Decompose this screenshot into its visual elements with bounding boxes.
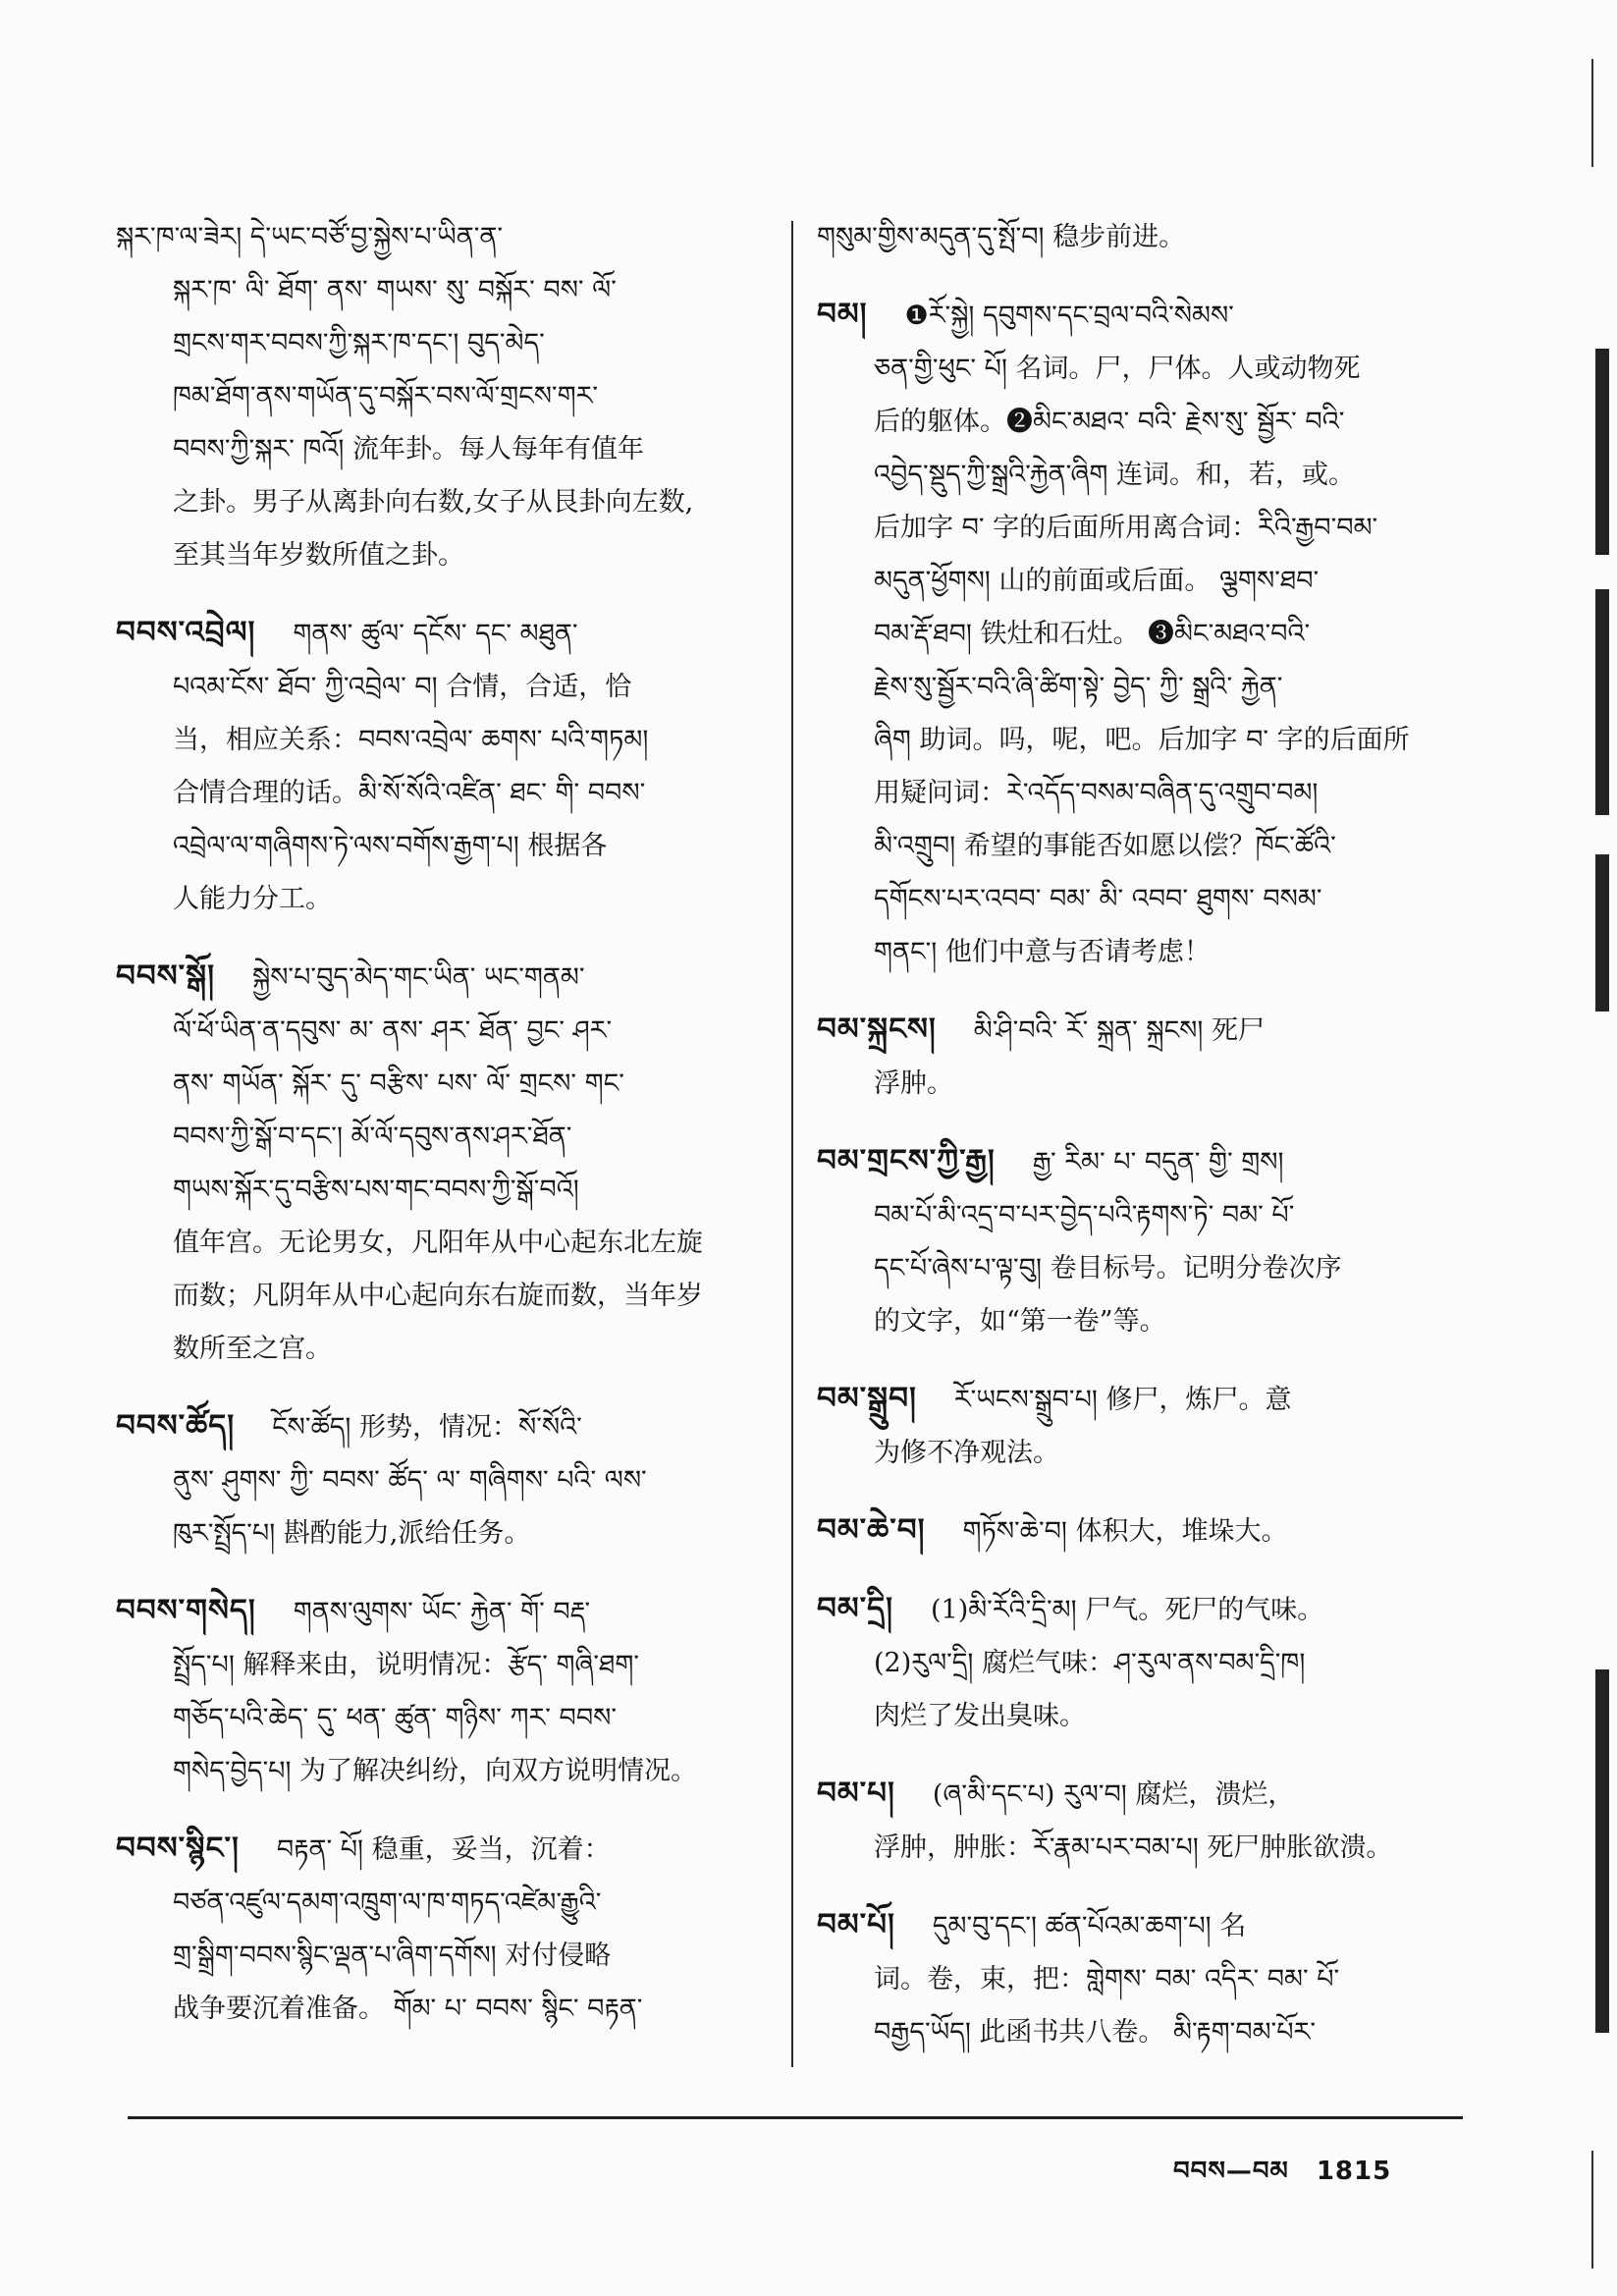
entry-line: 至其当年岁数所值之卦。 [173, 540, 464, 571]
entry-line: (1)མི་རོའི་དྲི་མ། 尸气。死尸的气味。 [930, 1595, 1324, 1625]
entry-line: སྐར་ཁ་ལ་ཟེར། དེ་ཡང་བཙོ་བྱ་སྐྱེས་པ་ཡིན་ན་ [116, 222, 504, 252]
dictionary-entry [817, 1582, 1470, 1743]
entry-line: ནས་ གཡོན་ སྐོར་ དུ་ བརྩིས་ པས་ ལོ་ གྲངས་ གང་ [173, 1068, 624, 1099]
dictionary-entry [817, 1767, 1470, 1875]
running-footer [1173, 2143, 1391, 2214]
dictionary-entry [116, 1584, 764, 1798]
entry-line: རྒྱ་ རིམ་ པ་ བདུན་ གྱི་ གྲས། [1032, 1147, 1284, 1177]
entry-headword: བམ་དྲི། [817, 1591, 893, 1626]
dictionary-entry [817, 288, 1470, 979]
entry-headword: བབས་ཚོད། [116, 1408, 236, 1444]
entry-line: བབས་ཀྱི་སྐར་ ཁའོ། 流年卦。每人每年有值年 [173, 434, 644, 465]
entry-line: གསུམ་གྱིས་མདུན་དུ་སྤོ་བ། 稳步前进。 [817, 222, 1186, 252]
entry-line: བབས་ཀྱི་སྒོ་བ་དང་། མོ་ལོ་དབུས་ནས་ཤར་ཐོན་ [173, 1121, 572, 1152]
dictionary-entry [817, 1503, 1470, 1558]
entry-line: འབྱེད་སྡུད་ཀྱི་སྒྲའི་རྐྱེན་ཞིག 连词。和，若，或。 [874, 460, 1355, 490]
entry-line: བམ་པོ་མི་འདྲ་བ་པར་བྱེད་པའི་རྟགས་ཏེ་ བམ་ པོ་ [874, 1200, 1295, 1230]
entry-line: 为修不净观法。 [874, 1438, 1059, 1468]
entry-line: བརྟན་ པོ། 稳重，妥当，沉着： [276, 1834, 611, 1865]
entry-line: ངོས་ཚོད། 形势，情况：སོ་སོའི་ [272, 1412, 582, 1443]
footer-rule [128, 2116, 1463, 2119]
entry-headword: བམ། [817, 297, 868, 332]
dictionary-entry [116, 211, 764, 582]
entry-line: གནང་། 他们中意与否请考虑！ [874, 937, 1211, 967]
entry-headword: བམ་སྐྲངས། [817, 1011, 937, 1047]
entry-line: 的文字，如“第一卷”等。 [874, 1306, 1166, 1337]
entry-line: གྲངས་གར་བབས་ཀྱི་སྐར་ཁ་དང་། བུད་མེད་ [173, 328, 545, 358]
entry-line: 浮肿。 [874, 1068, 953, 1099]
binding-edge-marks [1572, 0, 1617, 2296]
entry-line: དགོངས་པར་འབབ་ བམ་ མི་ འབབ་ ཐུགས་ བསམ་ [874, 884, 1322, 914]
entry-line: བམ་རྡོ་ཐབ། 铁灶和石灶。 ❸མིང་མཐའ་བའི་ [874, 619, 1311, 649]
entry-line: 而数；凡阴年从中心起向东右旋而数，当年岁 [173, 1281, 703, 1311]
entry-line: 战争要沉着准备。 གོམ་ པ་ བབས་ སྙིང་ བརྟན་ [173, 1994, 643, 2024]
left-column [116, 211, 764, 2059]
entry-line: སྐྱེས་པ་བུད་མེད་གང་ཡིན་ ཡང་གནམ་ [251, 962, 585, 993]
entry-line: (2)རུལ་དྲི། 腐烂气味：ཤ་རུལ་ནས་བམ་དྲི་ཁ། [874, 1648, 1306, 1678]
entry-line: གཏོས་ཆེ་བ། 体积大，堆垛大。 [962, 1516, 1288, 1547]
entry-headword: བམ་སྒྲུབ། [817, 1381, 917, 1416]
dictionary-entry [116, 1822, 764, 2036]
entry-line: 之卦。男子从离卦向右数,女子从艮卦向左数, [173, 487, 694, 518]
entry-headword: བབས་སྒོ། [116, 958, 215, 994]
entry-headword: བམ་པོ། [817, 1907, 895, 1942]
entry-line: ནུས་ ཤུགས་ ཀྱི་ བབས་ ཚོད་ ལ་ གཞིགས་ པའི་ ལས་ [173, 1465, 647, 1496]
right-column [817, 211, 1470, 2083]
entry-line: མི་ཤི་བའི་ རོ་ སྐྲན་ སྐྲངས། 死尸 [973, 1015, 1265, 1046]
entry-line: 词。卷，束，把：གླེགས་ བམ་ འདིར་ བམ་ པོ་ [874, 1964, 1340, 1995]
entry-line: 肉烂了发出臭味。 [874, 1701, 1086, 1731]
entry-line: 后的躯体。❷མིང་མཐའ་ བའི་ རྗེས་སུ་ སྦྱོར་ བའི་ [874, 407, 1345, 437]
entry-line: དུམ་བུ་དང་། ཚན་པོའམ་ཆག་པ། 名 [932, 1911, 1247, 1941]
entry-line: རྗེས་སུ་སྦྱོར་བའི་ཞི་ཚིག་སྟེ་ བྱེད་ ཀྱི་ སྒྲའི་ རྐྱེན་ [874, 672, 1283, 702]
entry-line: ཁུར་སྤྲོད་པ། 斟酌能力,派给任务。 [173, 1518, 531, 1549]
entry-line: ལོ་ཕོ་ཡིན་ན་དབུས་ མ་ ནས་ ཤར་ ཐོན་ བྱང་ ཤར་ [173, 1015, 613, 1046]
entry-line: མདུན་ཕྱོགས། 山的前面或后面。 ལྕགས་ཐབ་ [874, 566, 1320, 596]
entry-line: འབྲེལ་ལ་གཞིགས་ཏེ་ལས་བགོས་རྒྱག་པ། 根据各 [173, 831, 608, 861]
entry-line: གཡས་སྐོར་དུ་བརྩིས་པས་གང་བབས་ཀྱི་སྒོ་བའོ། [173, 1175, 579, 1205]
dictionary-entry [116, 950, 764, 1376]
column-divider [791, 221, 793, 2067]
entry-line: གནས་ ཚུལ་ དངོས་ དང་ མཐུན་ [293, 619, 578, 649]
entry-line: ཁམ་ཐོག་ནས་གཡོན་དུ་བསྐོར་བས་ལོ་གྲངས་གར་ [173, 381, 599, 411]
entry-line: 当，相应关系：བབས་འབྲེལ་ ཆགས་ པའི་གཏམ། [173, 725, 649, 755]
entry-line: གསེད་བྱེད་པ། 为了解决纠纷，向双方说明情况。 [173, 1756, 698, 1786]
entry-line: 合情合理的话。མི་སོ་སོའི་འཛིན་ ཐང་ གི་ བབས་ [173, 778, 646, 808]
page-number: 1815 [1316, 2157, 1392, 2186]
entry-line: ཅན་གྱི་ཕུང་ པོ། 名词。尸，尸体。人或动物死 [874, 354, 1361, 384]
dictionary-entry [817, 1134, 1470, 1348]
dictionary-entry [116, 1399, 764, 1560]
entry-line: (ཞ་མི་དང་པ) རུལ་བ། 腐烂，溃烂， [932, 1779, 1295, 1810]
entry-line: ❶རོ་སྐྱེ། དབུགས་དང་བྲལ་བའི་སེམས་ [904, 301, 1234, 331]
footer-range: བབས—བམ [1173, 2157, 1289, 2186]
entry-headword: བམ་གྲངས་ཀྱི་རྒྱ། [817, 1143, 996, 1178]
entry-line: རོ་ཡངས་སྒྲུབ་པ། 修尸，炼尸。意 [953, 1385, 1292, 1415]
entry-line: དང་པོ་ཞེས་པ་ལྟ་བུ། 卷目标号。记明分卷次序 [874, 1253, 1342, 1284]
entry-line: 值年宫。无论男女，凡阳年从中心起东北左旋 [173, 1228, 703, 1258]
dictionary-entry [817, 1003, 1470, 1111]
entry-line: བཙན་འཛུལ་དམག་འཁྲུག་ལ་ཁ་གཏད་འཛེམ་རྒྱུའི་ [173, 1887, 602, 1918]
entry-headword: བབས་འབྲེལ། [116, 615, 256, 650]
entry-headword: བབས་གསེད། [116, 1593, 256, 1628]
entry-line: གནས་ལུགས་ ཡོང་ རྐྱེན་ གོ་ བརྡ་ [293, 1597, 591, 1627]
entry-line: 用疑问词：རེ་འདོད་བསམ་བཞིན་དུ་འགྲུབ་བམ། [874, 778, 1319, 808]
entry-line: 后加字 བ་ 字的后面所用离合词：རིའི་རྒྱབ་བམ་ [874, 513, 1378, 543]
entry-headword: བམ་ཆེ་བ། [817, 1512, 926, 1548]
entry-headword: བབས་སྙིང་། [116, 1831, 240, 1866]
entry-line: ཞིག 助词。吗，呢，吧。后加字 བ་ 字的后面所 [874, 725, 1410, 755]
entry-headword: བམ་པ། [817, 1776, 895, 1811]
entry-line: སྐར་ཁ་ ལི་ ཐོག་ ནས་ གཡས་ སུ་ བསྐོར་ བས་ ལོ་ [173, 275, 617, 305]
entry-line: པའམ་ངོས་ ཐོབ་ ཀྱི་འབྲེལ་ བ། 合情，合适，恰 [173, 672, 632, 702]
dictionary-entry [116, 606, 764, 926]
entry-line: 数所至之宫。 [173, 1334, 332, 1364]
entry-line: 人能力分工。 [173, 884, 332, 914]
entry-line: མི་འགྲུབ། 希望的事能否如愿以偿？ཁོང་ཚོའི་ [874, 831, 1336, 861]
entry-line: གཅོད་པའི་ཆེད་ དུ་ ཕན་ ཚུན་ གཉིས་ ཀར་ བབས་ [173, 1703, 618, 1733]
dictionary-entry [817, 1372, 1470, 1480]
entry-line: བརྒྱད་ཡོད། 此函书共八卷。 མི་རྟག་བམ་པོར་ [874, 2017, 1317, 2048]
entry-line: སྤྲོད་པ། 解释来由，说明情况：རྩོད་ གཞི་ཐག་ [173, 1650, 640, 1680]
entry-line: གྲ་སྒྲིག་བབས་སྙིང་ལྡན་པ་ཞིག་དགོས། 对付侵略 [173, 1941, 612, 1971]
dictionary-entry [817, 211, 1470, 264]
entry-line: 浮肿，肿胀：རོ་རྣམ་པར་བམ་པ། 死尸肿胀欲溃。 [874, 1832, 1393, 1863]
dictionary-entry [817, 1898, 1470, 2059]
